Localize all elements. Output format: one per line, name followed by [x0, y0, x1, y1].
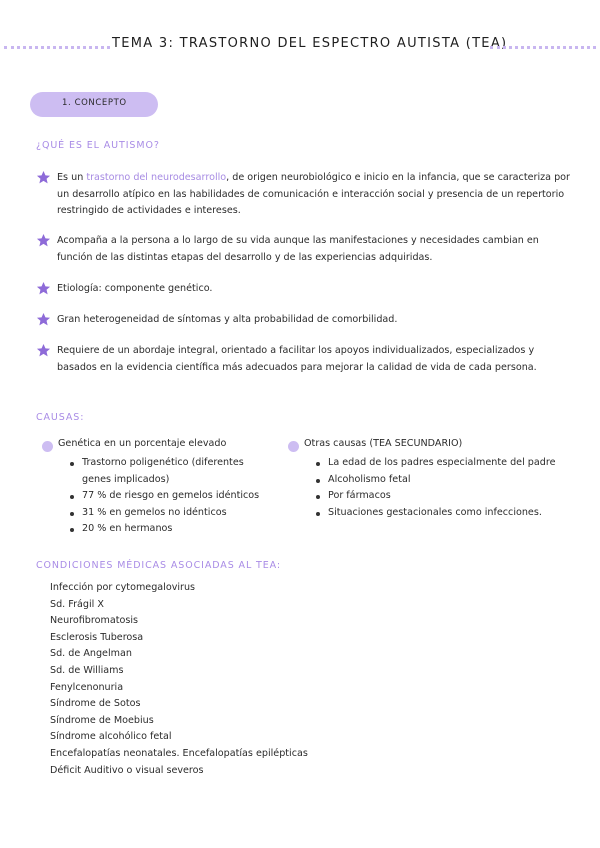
section-pill — [30, 92, 158, 117]
causes-heading: CAUSAS: — [36, 412, 85, 423]
dotted-divider-right — [490, 46, 596, 49]
list-item: 20 % en hermanos — [68, 521, 259, 538]
list-item: La edad de los padres especialmente del padre — [314, 455, 555, 472]
list-item: Encefalopatías neonatales. Encefalopatías epilépticas — [50, 747, 308, 759]
header — [0, 36, 600, 58]
causes-other — [288, 438, 588, 528]
list-item: Síndrome de Moebius — [50, 714, 154, 726]
list-item-continuation: genes implicados) — [82, 473, 170, 485]
highlight-term: trastorno del neurodesarrollo — [86, 172, 227, 183]
page-title: TEMA 3: TRASTORNO DEL ESPECTRO AUTISTA (TEA) — [112, 36, 508, 51]
causes-other-list — [314, 455, 555, 521]
list-item: Fenylcenonuria — [50, 681, 124, 693]
conditions-list — [50, 580, 308, 779]
concept-bullet-text: Acompaña a la persona a lo largo de su vida aunque las manifestaciones y necesidades cambian en función de las distintas etapas del desarrollo y de las experiencias adquiridas. — [57, 235, 539, 263]
list-item: Esclerosis Tuberosa — [50, 631, 144, 643]
dotted-divider-left — [4, 46, 110, 49]
text-segment: Es un — [57, 172, 87, 183]
concept-bullet-text: Gran heterogeneidad de síntomas y alta probabilidad de comorbilidad. — [57, 314, 398, 325]
list-item: 31 % en gemelos no idénticos — [68, 505, 259, 522]
causes-genetic-list — [68, 455, 259, 538]
star-icon — [36, 170, 51, 185]
concept-bullet-text: Etiología: componente genético. — [57, 283, 213, 294]
list-item: Síndrome alcohólico fetal — [50, 731, 172, 743]
list-item: Por fármacos — [314, 488, 555, 505]
star-icon — [36, 312, 51, 327]
section-pill-label: 1. CONCEPTO — [62, 98, 127, 108]
list-item: Sd. de Williams — [50, 664, 124, 676]
text-segment: , de origen neurobiológico e inicio en la infancia, que se caracteriza por un desarrollo atípico en las habilidades de comunicación e interacción social y presencia de un repertorio restringido de actividades e intereses. — [57, 172, 570, 216]
causes-other-title: Otras causas (TEA SECUNDARIO) — [304, 438, 463, 449]
concept-bullet-text — [57, 170, 572, 220]
list-item: Sd. Frágil X — [50, 598, 104, 610]
list-item: Trastorno poligenético (diferentes — [68, 455, 259, 472]
causes-genetic-title: Genética en un porcentaje elevado — [58, 438, 227, 449]
star-icon — [36, 281, 51, 296]
star-icon — [36, 343, 51, 358]
list-item: Alcoholismo fetal — [314, 472, 555, 489]
list-item: Neurofibromatosis — [50, 615, 139, 627]
circle-dot-icon — [42, 441, 53, 452]
list-item: Situaciones gestacionales como infecciones. — [314, 505, 555, 522]
list-item: Sd. de Angelman — [50, 648, 132, 660]
concept-bullet-text: Requiere de un abordaje integral, orientado a facilitar los apoyos individualizados, especializados y basados en la evidencia científica más adecuados para mejorar la calidad de vida de cada persona. — [57, 345, 537, 373]
what-is-heading: ¿QUÉ ES EL AUTISMO? — [36, 140, 160, 151]
list-item: Infección por cytomegalovirus — [50, 582, 196, 593]
list-item: Déficit Auditivo o visual severos — [50, 764, 204, 776]
causes-genetic — [42, 438, 282, 548]
list-item: Síndrome de Sotos — [50, 698, 141, 710]
circle-dot-icon — [288, 441, 299, 452]
list-item: 77 % de riesgo en gemelos idénticos — [68, 488, 259, 505]
star-icon — [36, 233, 51, 248]
conditions-heading: CONDICIONES MÉDICAS ASOCIADAS AL TEA: — [36, 560, 281, 571]
